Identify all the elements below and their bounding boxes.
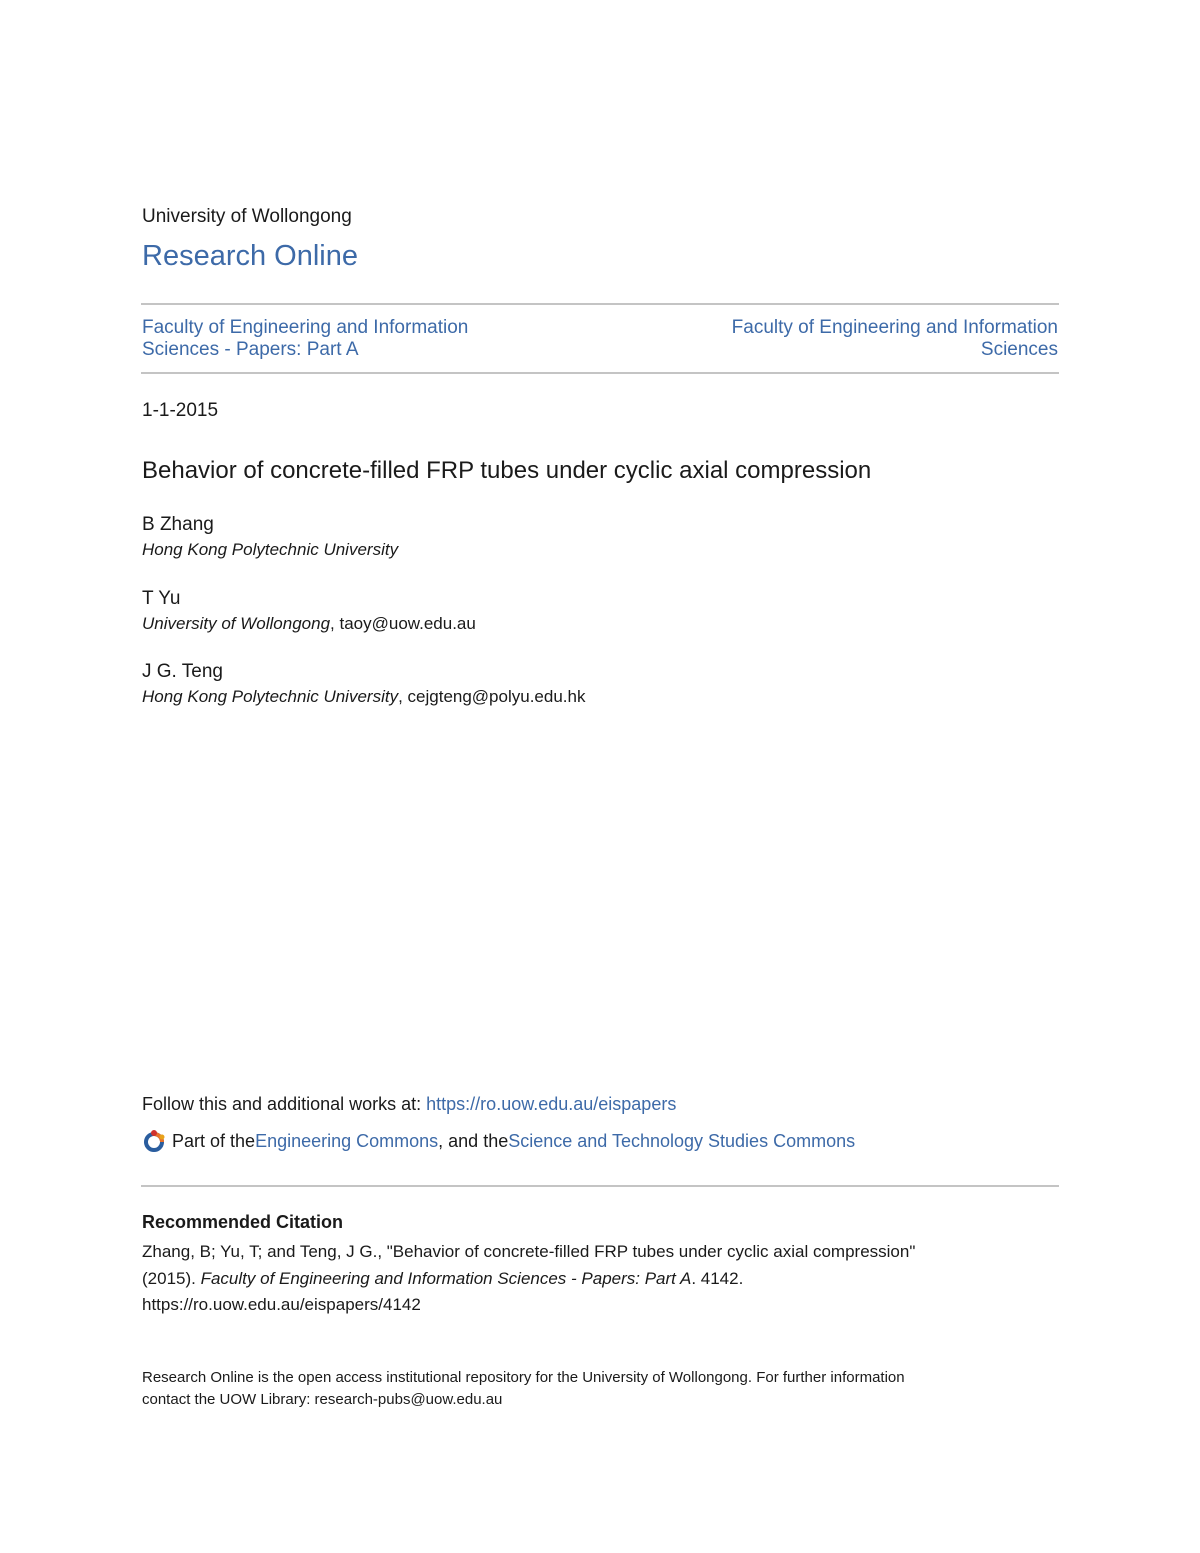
part-of-middle: , and the	[438, 1130, 509, 1151]
author-affiliation: Hong Kong Polytechnic University, cejgteng@polyu.edu.hk	[142, 687, 586, 706]
footer-line2: contact the UOW Library: research-pubs@uow.edu.au	[142, 1391, 503, 1408]
citation-year: (2015).	[142, 1269, 201, 1288]
part-of-line	[142, 1128, 855, 1154]
author-affiliation	[142, 540, 398, 560]
engineering-commons-link[interactable]: Engineering Commons	[255, 1130, 439, 1151]
citation-journal: Faculty of Engineering and Information Sciences - Papers: Part A	[200, 1269, 692, 1288]
author-name: T Yu	[142, 588, 181, 609]
affiliation-text: Hong Kong Polytechnic University	[142, 687, 399, 706]
citation-line1: Zhang, B; Yu, T; and Teng, J G., "Behavior of concrete-filled FRP tubes under cyclic axial compression"	[142, 1242, 916, 1261]
collection-right-line2: Sciences	[980, 339, 1058, 360]
collection-link-papers-part-a[interactable]	[142, 317, 468, 361]
collection-left-line1: Faculty of Engineering and Information	[142, 317, 469, 338]
divider-bottom	[141, 1185, 1059, 1187]
affiliation-text: University of Wollongong	[142, 614, 331, 633]
collection-link-faculty[interactable]	[732, 317, 1058, 361]
collection-right-line1: Faculty of Engineering and Information	[731, 317, 1058, 338]
footer-line1: Research Online is the open access institutional repository for the University of Wollongong. For further information	[142, 1369, 905, 1386]
collection-left-line2: Sciences - Papers: Part A	[142, 339, 359, 360]
publication-date: 1-1-2015	[142, 400, 219, 421]
citation-link[interactable]: https://ro.uow.edu.au/eispapers/4142	[142, 1295, 421, 1314]
author-name: J G. Teng	[142, 661, 223, 682]
university-name: University of Wollongong	[142, 206, 352, 227]
citation-line2	[142, 1269, 743, 1289]
author-name: B Zhang	[142, 514, 214, 535]
author-affiliation: University of Wollongong, taoy@uow.edu.au	[142, 614, 476, 633]
affiliation-text: Hong Kong Polytechnic University	[142, 540, 399, 559]
divider-top	[141, 303, 1059, 305]
author-email[interactable]: taoy@uow.edu.au	[339, 614, 476, 633]
follow-link[interactable]: https://ro.uow.edu.au/eispapers	[426, 1094, 677, 1114]
part-of-prefix: Part of the	[172, 1130, 256, 1151]
author-email[interactable]: cejgteng@polyu.edu.hk	[407, 687, 586, 706]
follow-line	[142, 1094, 676, 1115]
citation-heading: Recommended Citation	[142, 1212, 344, 1232]
citation-number: . 4142.	[691, 1269, 744, 1288]
divider-middle	[141, 372, 1059, 374]
follow-text: Follow this and additional works at:	[142, 1094, 427, 1114]
sts-commons-link[interactable]: Science and Technology Studies Commons	[508, 1130, 856, 1151]
network-logo-icon	[142, 1128, 168, 1154]
paper-title: Behavior of concrete-filled FRP tubes under cyclic axial compression	[142, 457, 872, 484]
repository-title-link[interactable]: Research Online	[142, 240, 358, 272]
